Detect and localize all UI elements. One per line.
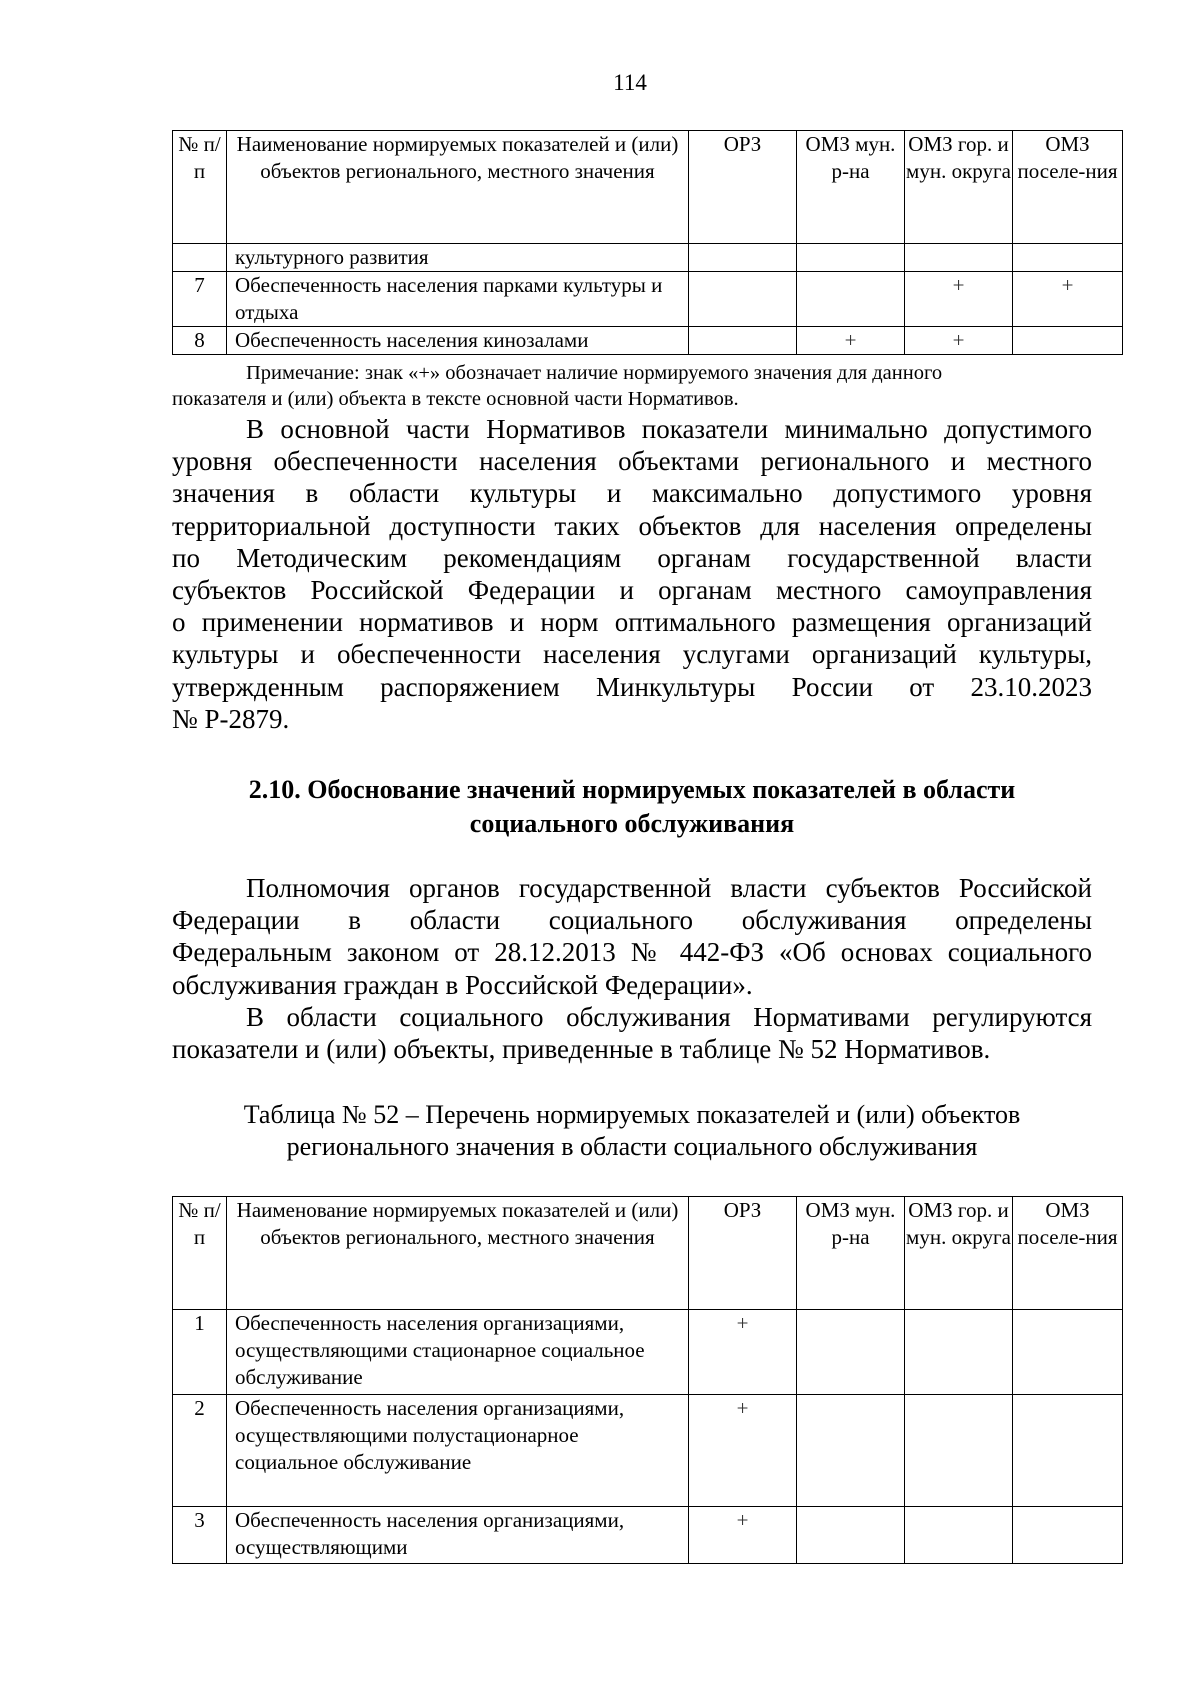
header-name: Наименование нормируемых показателей и (или) объектов регионального, местного значения bbox=[227, 131, 689, 244]
row-num: 7 bbox=[173, 272, 227, 327]
para-line: значения в области культуры и максимально допустимого уровня bbox=[172, 478, 1092, 509]
row-orz bbox=[689, 272, 797, 327]
para-line: о применении нормативов и норм оптимального размещения организаций bbox=[172, 607, 1092, 638]
table-52 bbox=[172, 1196, 1123, 1564]
para-line: уровня обеспеченности населения объектами регионального и местного bbox=[172, 446, 1092, 477]
para-line: территориальной доступности таких объектов для населения определены bbox=[172, 510, 1092, 541]
row-name: Обеспеченность населения парками культуры и отдыха bbox=[227, 272, 689, 327]
header-omz-mun: ОМЗ мун. р-на bbox=[797, 1197, 905, 1310]
heading-line: 2.10. Обоснование значений нормируемых показателей в области bbox=[248, 775, 1016, 804]
table-note bbox=[172, 360, 1092, 412]
header-num: № п/п bbox=[173, 1197, 227, 1310]
caption-line: регионального значения в области социального обслуживания bbox=[286, 1132, 978, 1161]
para-line: Федерации в области социального обслуживания определены bbox=[172, 905, 1092, 936]
page-number: 114 bbox=[613, 70, 647, 95]
header-omz-pos: ОМЗ поселе-ния bbox=[1013, 131, 1123, 244]
row-omz-pos bbox=[1013, 327, 1123, 355]
row-orz bbox=[689, 244, 797, 272]
row-num: 1 bbox=[173, 1310, 227, 1395]
note-line: показателя и (или) объекта в тексте основной части Нормативов. bbox=[172, 388, 739, 410]
row-omz-pos bbox=[1013, 1395, 1123, 1507]
row-omz-pos bbox=[1013, 1310, 1123, 1395]
header-orz: ОРЗ bbox=[689, 131, 797, 244]
table-row bbox=[173, 1310, 1123, 1395]
row-orz bbox=[689, 327, 797, 355]
row-num: 3 bbox=[173, 1507, 227, 1564]
paragraph-social-powers bbox=[172, 872, 1092, 1001]
table-caption bbox=[172, 1099, 1092, 1163]
row-name: Обеспеченность населения организациями, осуществляющими полустационарное социальное обслуживание bbox=[227, 1395, 689, 1507]
row-num: 2 bbox=[173, 1395, 227, 1507]
para-line: обслуживания граждан в Российской Федерации». bbox=[172, 969, 753, 1000]
row-omz-gor bbox=[905, 1507, 1013, 1564]
para-line: № Р-2879. bbox=[172, 703, 290, 734]
header-omz-gor: ОМЗ гор. и мун. округа bbox=[905, 131, 1013, 244]
row-omz-mun bbox=[797, 1507, 905, 1564]
para-line: культуры и обеспеченности населения услугами организаций культуры, bbox=[172, 639, 1092, 670]
row-orz: + bbox=[689, 1310, 797, 1395]
row-omz-pos bbox=[1013, 244, 1123, 272]
row-omz-gor: + bbox=[905, 327, 1013, 355]
para-line: Федеральным законом от 28.12.2013 № 442-ФЗ «Об основах социального bbox=[172, 937, 1092, 968]
table-continuation bbox=[172, 130, 1123, 355]
note-line: Примечание: знак «+» обозначает наличие нормируемого значения для данного bbox=[246, 362, 943, 384]
table-row bbox=[173, 1507, 1123, 1564]
table-header-row bbox=[173, 1197, 1123, 1310]
table-row bbox=[173, 327, 1123, 355]
para-line: утвержденным распоряжением Минкультуры России от 23.10.2023 bbox=[172, 671, 1092, 702]
heading-line: социального обслуживания bbox=[469, 809, 795, 838]
para-line: В области социального обслуживания Нормативами регулируются bbox=[246, 1002, 1092, 1032]
row-name: Обеспеченность населения организациями, осуществляющими стационарное социальное обслуживание bbox=[227, 1310, 689, 1395]
row-name: культурного развития bbox=[227, 244, 689, 272]
caption-line: Таблица № 52 – Перечень нормируемых показателей и (или) объектов bbox=[243, 1100, 1021, 1129]
paragraph-culture-norms bbox=[172, 413, 1092, 735]
header-orz: ОРЗ bbox=[689, 1197, 797, 1310]
header-omz-mun: ОМЗ мун. р-на bbox=[797, 131, 905, 244]
header-omz-gor: ОМЗ гор. и мун. округа bbox=[905, 1197, 1013, 1310]
row-omz-mun bbox=[797, 1310, 905, 1395]
header-name: Наименование нормируемых показателей и (или) объектов регионального, местного значения bbox=[227, 1197, 689, 1310]
para-line: показатели и (или) объекты, приведенные в таблице № 52 Нормативов. bbox=[172, 1034, 991, 1065]
row-omz-pos: + bbox=[1013, 272, 1123, 327]
row-name: Обеспеченность населения кинозалами bbox=[227, 327, 689, 355]
table-row bbox=[173, 272, 1123, 327]
para-line: Полномочия органов государственной власти субъектов Российской bbox=[246, 873, 1092, 903]
row-omz-mun bbox=[797, 244, 905, 272]
row-name: Обеспеченность населения организациями, осуществляющими bbox=[227, 1507, 689, 1564]
section-heading bbox=[172, 773, 1092, 841]
row-num: 8 bbox=[173, 327, 227, 355]
row-omz-mun bbox=[797, 272, 905, 327]
table-header-row bbox=[173, 131, 1123, 244]
row-omz-gor: + bbox=[905, 272, 1013, 327]
row-omz-mun: + bbox=[797, 327, 905, 355]
row-omz-mun bbox=[797, 1395, 905, 1507]
row-omz-gor bbox=[905, 244, 1013, 272]
para-line: субъектов Российской Федерации и органам местного самоуправления bbox=[172, 575, 1092, 606]
table-row bbox=[173, 244, 1123, 272]
header-omz-pos: ОМЗ поселе-ния bbox=[1013, 1197, 1123, 1310]
row-omz-gor bbox=[905, 1395, 1013, 1507]
row-orz: + bbox=[689, 1507, 797, 1564]
row-omz-pos bbox=[1013, 1507, 1123, 1564]
row-orz: + bbox=[689, 1395, 797, 1507]
header-num: № п/п bbox=[173, 131, 227, 244]
table-row bbox=[173, 1395, 1123, 1507]
row-omz-gor bbox=[905, 1310, 1013, 1395]
row-num bbox=[173, 244, 227, 272]
para-line: В основной части Нормативов показатели минимально допустимого bbox=[246, 414, 1092, 444]
para-line: по Методическим рекомендациям органам государственной власти bbox=[172, 542, 1092, 573]
paragraph-social-regulation bbox=[172, 1001, 1092, 1065]
